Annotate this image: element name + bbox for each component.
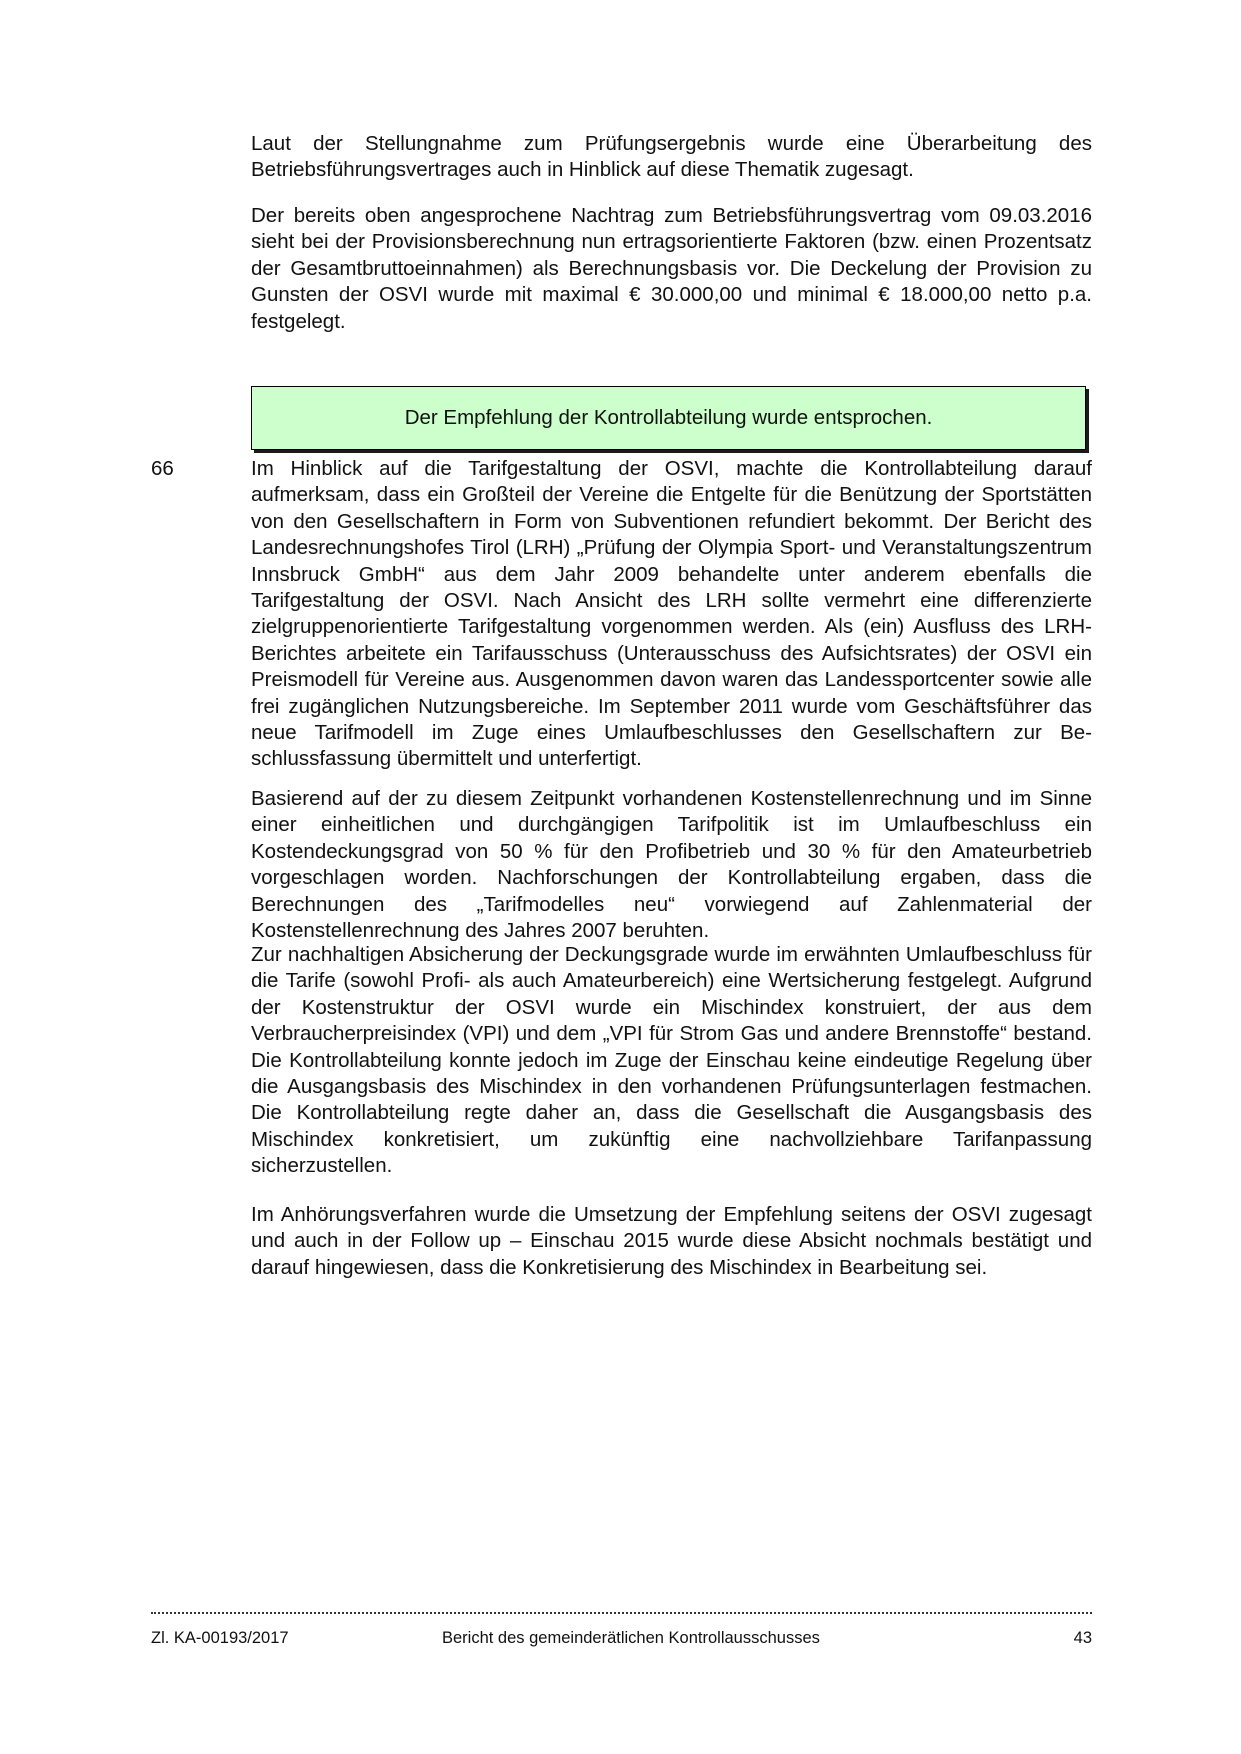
footer-divider [151,1612,1092,1614]
paragraph-amendment: Der bereits oben angesprochene Nachtrag zum Betriebsführungsvertrag vom 09.03.2016 sieht bei der Provisionsberechnung nun ertragsorientierte Faktoren (bzw. einen Prozentsatz der Gesamtbruttoeinnahmen) als Berechnungsbasis vor. Die Deckelung der Provision zu Gunsten der OSVI wurde mit maximal € 30.000,00 und minimal € 18.000,00 netto p.a. festgelegt. [251,204,1092,333]
paragraph-cost-coverage: Basierend auf der zu diesem Zeitpunkt vorhandenen Kostenstellenrechnung und im Sinne einer einheitlichen und durchgängigen Tarifpolitik ist im Umlaufbeschluss ein Kostendeckungsgrad von 50 % für den Profibetrieb und 30 % für den Amateurbetrieb vorgeschlagen worden. Nachforschungen der Kontrollabteilung ergaben, dass die Berechnungen des „Tarifmodelles neu“ vorwiegend auf Zahlenmaterial der Kostenstellenrechnung des Jahres 2007 beruhten. [251,787,1092,943]
paragraph-statement: Laut der Stellungnahme zum Prüfungsergebnis wurde eine Überarbeitung des Betriebsführungsvertrages auch in Hinblick auf diese Thematik zugesagt. [251,132,1092,182]
page-number: 43 [1073,1629,1092,1647]
footer-reference: Zl. KA-00193/2017 [151,1629,289,1647]
paragraph-value-protection: Zur nachhaltigen Absicherung der Deckungsgrade wurde im erwähnten Umlaufbeschluss für die Tarife (sowohl Profi- als auch Amateurbereich) eine Wertsicherung festgelegt. Aufgrund der Kostenstruktur der OSVI wurde ein Mischindex konstruiert, der aus dem Verbraucherpreisindex (VPI) und dem „VPI für Strom Gas und andere Brennstoffe“ bestand. Die Kontrollabteilung konnte jedoch im Zuge der Einschau keine eindeutige Regelung über die Ausgangsbasis des Mischindex in den vorhandenen Prüfungsunterlagen festmachen. Die Kontrollabteilung regte daher an, dass die Gesellschaft die Ausgangsbasis des Mischindex konkretisiert, um zukünftig eine nachvollziehbare Tarifanpassung sicherzustellen. [251,943,1092,1178]
section-number: 66 [151,457,174,480]
footer-title: Bericht des gemeinderätlichen Kontrollausschusses [442,1629,820,1647]
paragraph-hearing-procedure: Im Anhörungsverfahren wurde die Umsetzung der Empfehlung seitens der OSVI zugesagt und auch in der Follow up – Einschau 2015 wurde diese Absicht nochmals bestätigt und darauf hingewiesen, dass die Konkretisierung des Mischindex in Bearbeitung sei. [251,1203,1092,1279]
recommendation-status-text: Der Empfehlung der Kontrollabteilung wurde entsprochen. [404,406,933,429]
recommendation-status-box [251,386,1086,450]
paragraph-tariff-design: Im Hinblick auf die Tarifgestaltung der OSVI, machte die Kontrollabteilung darauf aufmerksam, dass ein Großteil der Vereine die Entgelte für die Benützung der Sportstätten von den Gesellschaftern in Form von Subventionen refundiert bekommt. Der Bericht des Landesrechnungshofes Tirol (LRH) „Prüfung der Olympia Sport- und Veranstaltungszentrum Innsbruck GmbH“ aus dem Jahr 2009 behandelte unter anderem ebenfalls die Tarifgestaltung der OSVI. Nach Ansicht des LRH sollte vermehrt eine differenzierte zielgruppenorientierte Tarifgestaltung vorgenommen werden. Als (ein) Ausfluss des LRH-Berichtes arbeitete ein Tarifausschuss (Unterausschuss des Aufsichtsrates) der OSVI ein Preismodell für Vereine aus. Ausgenommen davon waren das Landessportcenter sowie alle frei zugänglichen Nutzungsbereiche. Im September 2011 wurde vom Geschäftsführer das neue Tarifmodell im Zuge eines Umlaufbeschlusses den Gesellschaftern zur Beschlussfassung übermittelt und unterfertigt. [251,457,1092,771]
